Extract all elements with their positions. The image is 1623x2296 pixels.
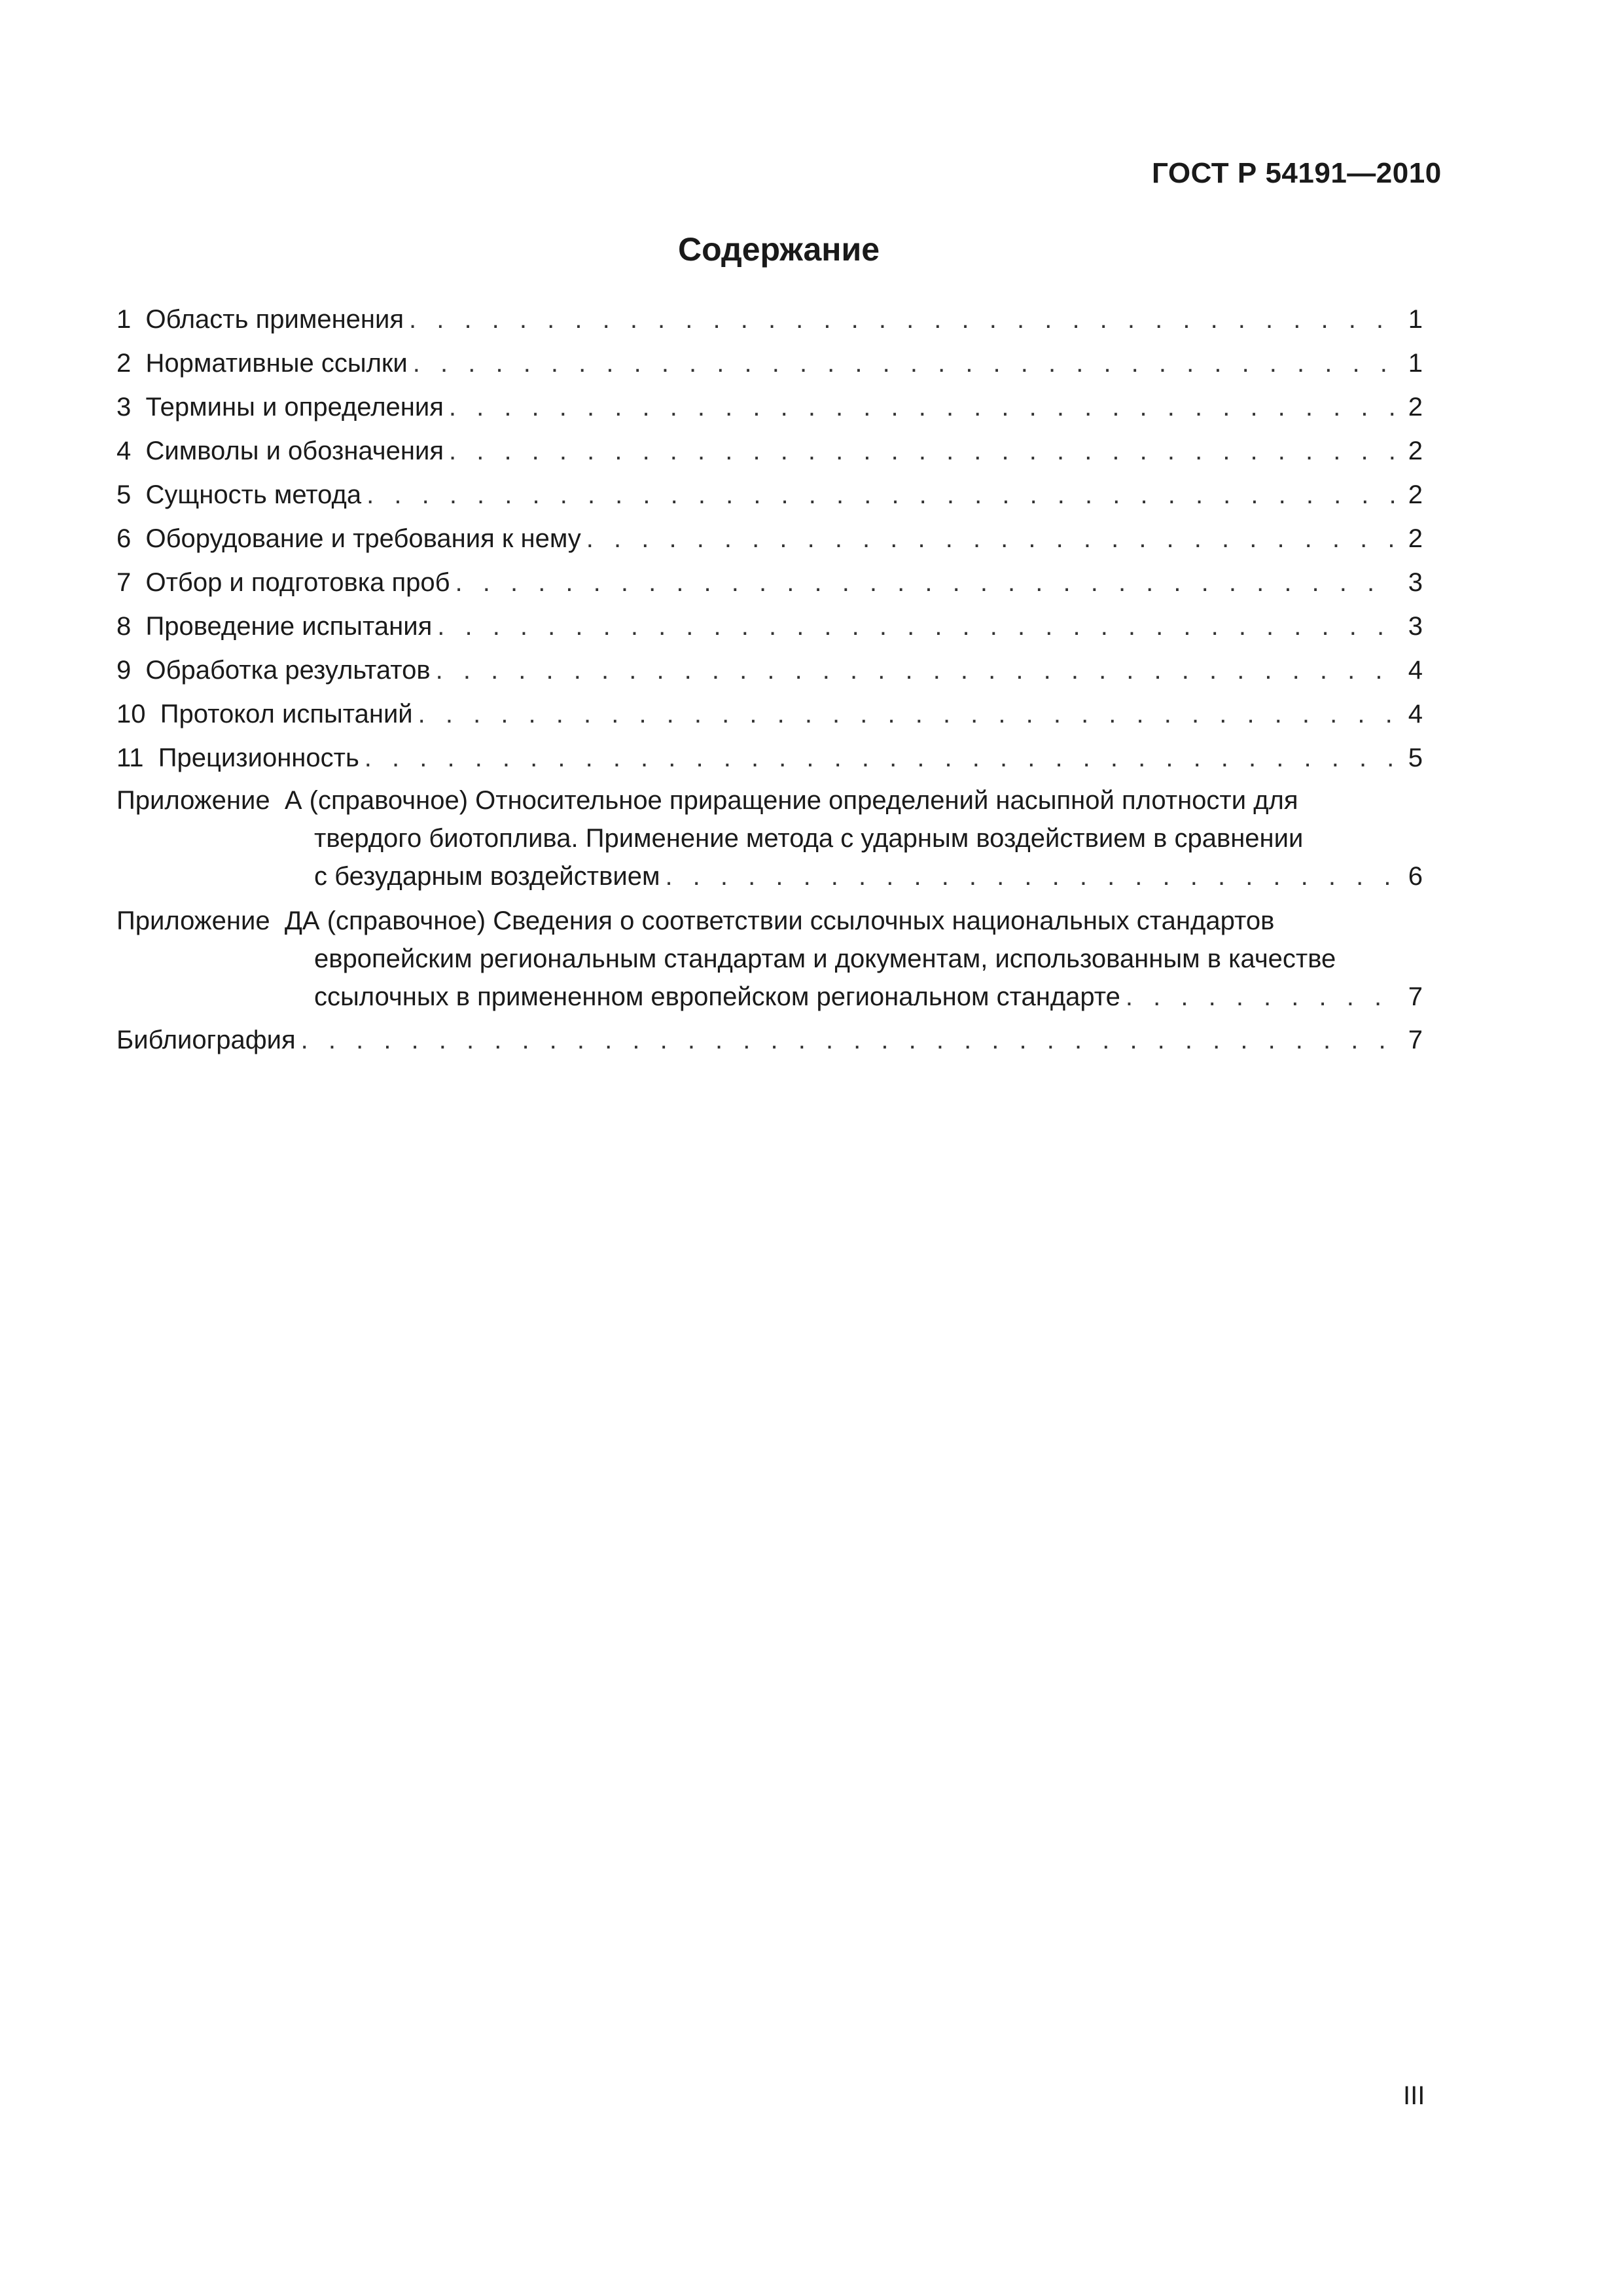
leader-dots <box>365 736 1397 780</box>
leader-dots <box>413 342 1397 386</box>
toc-entry-page: 2 <box>1408 393 1423 422</box>
appendix-title-line: Относительное приращение определений насыпной плотности для <box>475 786 1298 815</box>
toc-entry-title: Библиография <box>116 1026 296 1054</box>
leader-dots <box>366 473 1397 517</box>
toc-entry-number: 1 <box>116 305 132 334</box>
toc-entry-page: 1 <box>1408 305 1423 334</box>
toc-entry-page: 3 <box>1408 612 1423 641</box>
toc-entry-page: 3 <box>1408 568 1423 597</box>
toc-entry-page: 2 <box>1408 480 1423 509</box>
toc-entry[interactable] <box>116 517 1423 561</box>
toc-entry[interactable] <box>116 561 1423 605</box>
leader-dots <box>455 561 1397 605</box>
toc-entry-title: Проведение испытания <box>145 612 433 641</box>
leader-dots <box>437 605 1397 649</box>
leader-dots <box>409 298 1397 342</box>
toc-appendix-entry[interactable] <box>116 902 1423 1016</box>
page-number: III <box>1403 2081 1425 2110</box>
toc-entry-number: 10 <box>116 700 146 728</box>
page-title: Содержание <box>677 231 880 268</box>
toc-entry-title: Обработка результатов <box>145 656 431 685</box>
toc-entry-title: Оборудование и требования к нему <box>145 524 581 553</box>
table-of-contents <box>116 298 1423 1062</box>
toc-entry-page: 7 <box>1408 982 1423 1011</box>
toc-entry[interactable] <box>116 649 1423 692</box>
toc-entry-title: Термины и определения <box>145 393 444 422</box>
toc-entry-page: 7 <box>1408 1026 1423 1054</box>
toc-entry-number: 7 <box>116 568 132 597</box>
toc-entry-page: 2 <box>1408 437 1423 465</box>
toc-entry-number: 6 <box>116 524 132 553</box>
leader-dots <box>586 517 1397 561</box>
appendix-label: Приложение ДА (справочное) <box>116 906 486 935</box>
toc-entry-number: 9 <box>116 656 132 685</box>
appendix-title-line: ссылочных в примененном европейском региональном стандарте <box>314 982 1120 1011</box>
toc-entry[interactable] <box>116 736 1423 780</box>
leader-dots <box>1126 978 1397 1016</box>
toc-entry-number: 5 <box>116 480 132 509</box>
toc-entry-page: 1 <box>1408 349 1423 378</box>
toc-entry-title: Область применения <box>145 305 404 334</box>
document-number: ГОСТ Р 54191—2010 <box>1152 157 1442 189</box>
toc-appendix-entry[interactable] <box>116 781 1423 895</box>
toc-entry-number: 3 <box>116 393 132 422</box>
appendix-title-line: с безударным воздействием <box>314 862 660 891</box>
toc-entry-page: 6 <box>1408 862 1423 891</box>
toc-entry[interactable] <box>116 692 1423 736</box>
toc-entry[interactable] <box>116 298 1423 342</box>
appendix-title-line: европейским региональным стандартам и документам, использованным в качестве <box>314 944 1336 973</box>
leader-dots <box>449 429 1397 473</box>
toc-entry-title: Прецизионность <box>158 744 359 772</box>
toc-entry-number: 11 <box>116 744 144 772</box>
toc-entry[interactable] <box>116 386 1423 429</box>
toc-entry-page: 5 <box>1408 744 1423 772</box>
appendix-label: Приложение А (справочное) <box>116 786 469 815</box>
toc-entry-bibliography[interactable] <box>116 1018 1423 1062</box>
leader-dots <box>449 386 1397 429</box>
toc-entry-page: 2 <box>1408 524 1423 553</box>
toc-entry-title: Сущность метода <box>145 480 362 509</box>
leader-dots <box>301 1018 1397 1062</box>
toc-entry[interactable] <box>116 605 1423 649</box>
toc-entry[interactable] <box>116 473 1423 517</box>
toc-entry[interactable] <box>116 429 1423 473</box>
leader-dots <box>418 692 1397 736</box>
leader-dots <box>665 857 1397 895</box>
toc-entry-number: 4 <box>116 437 132 465</box>
toc-entry[interactable] <box>116 342 1423 386</box>
toc-entry-page: 4 <box>1408 700 1423 728</box>
toc-entry-number: 8 <box>116 612 132 641</box>
toc-entry-number: 2 <box>116 349 132 378</box>
toc-entry-title: Символы и обозначения <box>145 437 444 465</box>
toc-entry-title: Нормативные ссылки <box>145 349 408 378</box>
appendix-title-line: Сведения о соответствии ссылочных национальных стандартов <box>493 906 1275 935</box>
toc-entry-title: Протокол испытаний <box>160 700 413 728</box>
leader-dots <box>436 649 1397 692</box>
toc-entry-page: 4 <box>1408 656 1423 685</box>
appendix-title-line: твердого биотоплива. Применение метода с ударным воздействием в сравнении <box>314 824 1304 853</box>
toc-entry-title: Отбор и подготовка проб <box>145 568 450 597</box>
